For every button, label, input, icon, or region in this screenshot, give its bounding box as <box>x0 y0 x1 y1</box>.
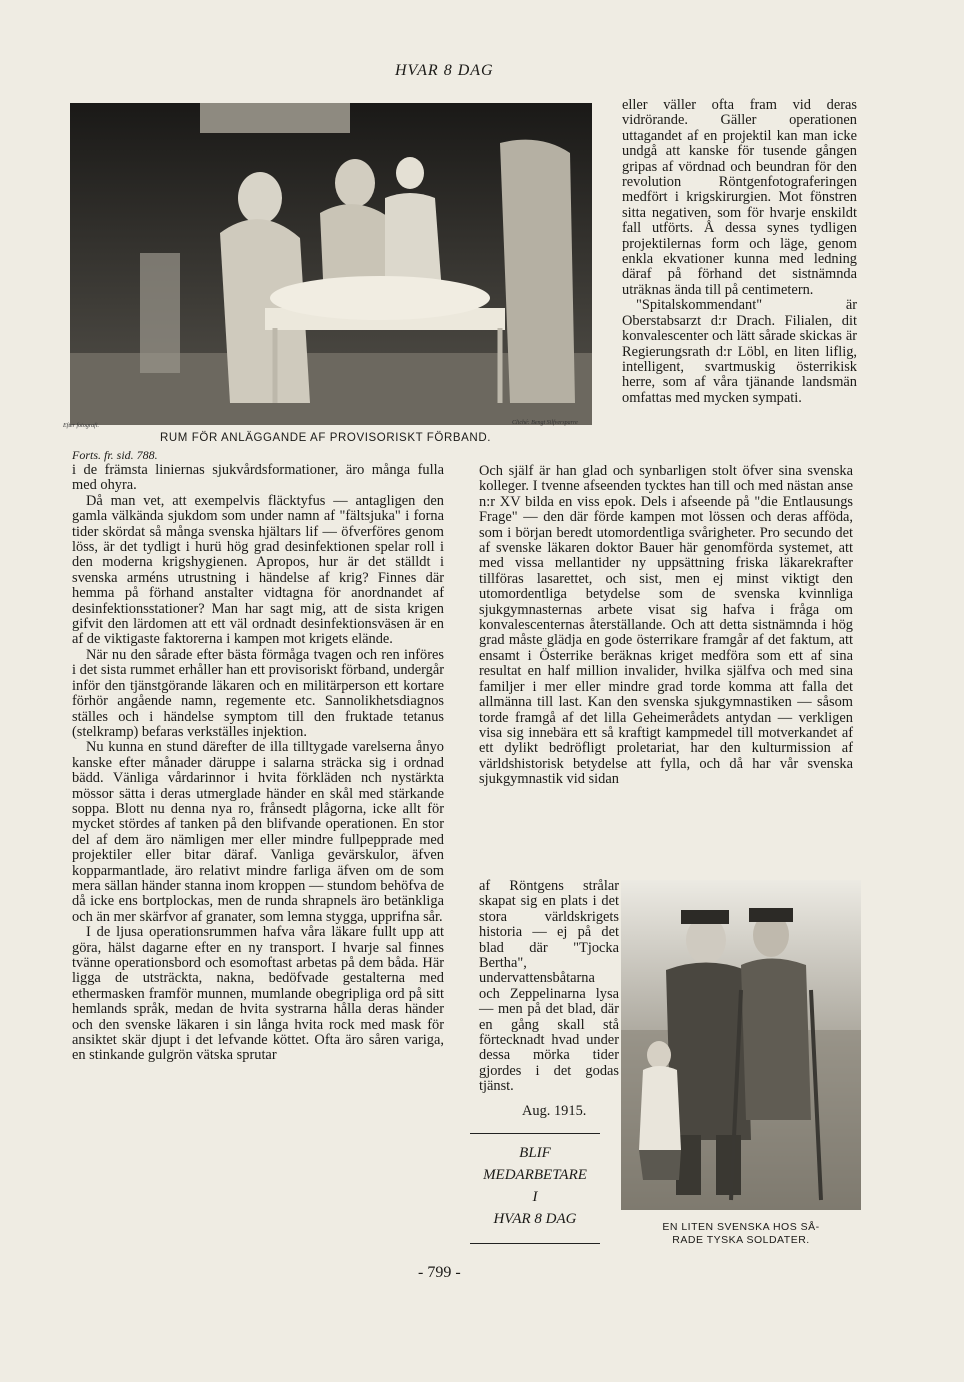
promo-line-3: I <box>532 1189 538 1205</box>
right-column-narrow <box>479 879 619 1095</box>
bottom-caption-line-1: EN LITEN SVENSKA HOS SÅ- <box>662 1221 820 1233</box>
photo-credit-right: Cliché: Bengt Silfversparre <box>512 420 578 426</box>
soldiers-photo <box>621 880 861 1210</box>
promo-line-4: HVAR 8 DAG <box>493 1211 577 1227</box>
page-number: - 799 - <box>418 1264 461 1281</box>
journal-header: HVAR 8 DAG <box>395 62 494 79</box>
continued-note: Forts. fr. sid. 788. <box>72 448 158 462</box>
top-photo-caption: RUM FÖR ANLÄGGANDE AF PROVISORISKT FÖRBAND. <box>160 432 492 444</box>
bottom-photo-caption <box>625 1221 857 1247</box>
promo-line-1: BLIF <box>519 1145 551 1161</box>
promo-line-2: MEDARBETARE <box>483 1167 587 1183</box>
right-narrow-paragraph: af Röntgens strålar skapat sig en plats i det stora världskrigets historia — ej på det blad där "Tjocka Bertha", undervattensbåtarna och Zeppelinarna lysa — men på det blad, där en gång skall stå förtecknadt hvad under dessa mörka tider gjordes i det godas tjänst. <box>479 878 619 1095</box>
bottom-caption-line-2: RADE TYSKA SOLDATER. <box>672 1234 810 1246</box>
right-column-wide <box>479 464 853 788</box>
left-paragraph-2: Då man vet, att exempelvis fläcktyfus — antagligen den gamla välkända sjukdom som under namn af "fältsjuka" i forna tider skördat så många svenska hjältars lif — öfverföres genom löss, är det tydligt i hurü hög grad desinfektionen spelar roll i den moderna krigshygienen. Apropos, hur är det ställdt i svenska arméns utrustning i händelse af krig? Finnes där hemma på förhand anstalter vidtagna för anordnandet af desinfektionsstationer? Man har sagt mig, att de sista krigen gifvit den lärdomen att ett väl ordnadt desinfektionsväsen är en af de viktigaste faktorerna i kampen mot krigets elände. <box>72 492 444 648</box>
promo-block <box>470 1142 600 1230</box>
operation-room-photo <box>70 103 592 425</box>
photo-credit-left: Efter fotografi. <box>63 423 99 429</box>
left-paragraph-5: I de ljusa operationsrummen hafva våra läkare fullt upp att göra, hälst dagarne efter en ny transport. I hvarje sal finnes tvänne operationsbord och esomoftast arbetas på dem båda. Här ligga de utsträckta, nakna, bedöfvade gestalterna med ethermasken framför munnen, mumlande obegripliga ord på sitt hemlands språk, medan de hvita systrarna hålla deras händer och den svenske läkaren i sin långa hvita rock med mask för ansiktet skär djupt i det lefvande köttet. Ofta äro såren variga, en stinkande gulgrön vätska sprutar <box>72 924 444 1064</box>
right-top-paragraph: eller väller ofta fram vid deras vidrörande. Gäller operationen uttagandet af en projektil kan man icke undgå att kanske för tusende gången gripas af vördnad och beundran för den revolution Röntgenfotograferingen medfört i krigskirurgien. Mot fönstren sitta negativen, som för hvarje enskildt fall utförts. Å dessa synes tydligen projektilernas form och läge, genom enkla ekvationer kunna med ledning däraf på förhand det sistnämnda uträknas ända till på centimetern. <box>622 97 857 298</box>
operation-room-illustration <box>70 103 592 425</box>
right-column-top <box>622 98 857 406</box>
left-paragraph-3: När nu den sårade efter bästa förmåga tvagen och ren införes i det sista rummet erhåller han ett provisoriskt förband, undergår inför den tjänstgörande läkaren och en militärperson ett kortare förhör angående namn, regemente etc. Sannolikhetsdiagnos ställes och i händelse symptom till den fruktade tetanus (stelkramp) befaras verkställes injektion. <box>72 646 444 740</box>
right-mid-paragraph: "Spitalskommendant" är Oberstabsarzt d:r Drach. Filialen, dit konvalescenter och lätt sårade skickas är Regierungsrath d:r Löbl, en liten liflig, intelligent, svartmuskig österrikisk herre, som af våra tjänande landsmän omfattas med mycken sympati. <box>622 297 857 406</box>
article-date: Aug. 1915. <box>522 1103 587 1119</box>
promo-top-rule <box>470 1133 600 1134</box>
left-column <box>72 463 444 1064</box>
left-paragraph-1: i de främsta liniernas sjukvårdsformationer, äro många fulla med ohyra. <box>72 462 444 494</box>
promo-bottom-rule <box>470 1243 600 1244</box>
soldiers-illustration <box>621 880 861 1210</box>
right-wide-paragraph: Och själf är han glad och synbarligen stolt öfver sina svenska kolleger. I tvenne afseenden tycktes han till och med nästan anse n:r XV bilda en viss epok. Dels i afseende på "die Entlausungs Frage" — den där förde kampen mot lössen och deras afföda, som i början beredt utomordentliga svårigheter. Pro secundo det af svenske läkaren doktor Bauer här genomförda systemet, att med vissa mellantider ny uppsättning friska läkarekrafter tillföras lasarettet, och sist, men ej minst viktigt den utomordentliga betydelse som de svenska kvinnliga sjukgymnasternas arbete visat sig hafva i fråga om konvalescenternas återställande. Och att detta sistnämnda i hög grad måste glädja en gode österrikare framgår af det faktum, att ensamt i Österrike beräknas kriget medföra som ett af sina resultat en half million invalider, hvilka själfva och med sina familjer i mer eller mindre grad torde komma att falla det allmänna till last. Kan den svenska sjukgymnastiken — såsom torde framgå af det lilla Geheimerådets antydan — verkligen visa sig innebära ett så kraftigt kampmedel till motverkandet af ett dylikt bedröfligt proletariat, har den kulturmission af världshistorisk betydelse att fylla, och då har vår svenska sjukgymnastik vid sidan <box>479 463 853 788</box>
left-paragraph-4: Nu kunna en stund därefter de illa tilltygade varelserna ånyo kanske efter månader däruppe i salarna sträcka sig i ordnad bädd. Vänliga vårdarinnor i hvita förkläden nch nystärkta mössor sätta i deras utmerglade händer en skål med stärkande soppa. Blott nu denna nya ro, frånsedt plågorna, icke allt för mycket stördes af tanken på den blifvande operationen. En stor del af dem äro nämligen mer eller mindre fullpepprade med projektiler eller bitar däraf. Vanliga gevärskulor, äfven kopparmantlade, äro relativt mindre farliga äfven om de som mera sällan händer stanna inom kroppen — stundom behöfva de då icke ens bortplockas, men de runda shrapnels äro betänkliga och än mer skärfvor af granater, som lemna stygga, upprifna sår. <box>72 739 444 925</box>
